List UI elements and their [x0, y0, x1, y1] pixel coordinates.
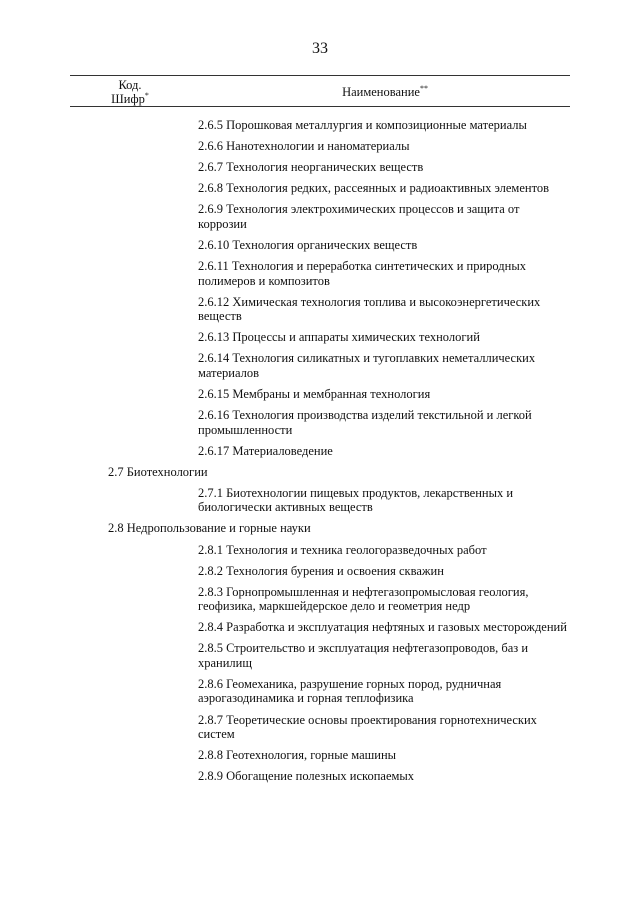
list-item: 2.6.16 Технология производства изделий текстильной и легкой промышленности	[198, 408, 532, 437]
list-item: 2.6.5 Порошковая металлургия и композиционные материалы	[198, 118, 527, 132]
footnote-mark: **	[419, 83, 428, 93]
group-heading: 2.7 Биотехнологии	[108, 464, 208, 479]
column-header-code-text: Шифр	[111, 92, 145, 106]
list-item: 2.6.9 Технология электрохимических процессов и защита от коррозии	[198, 202, 520, 231]
column-header-name-text: Наименование	[342, 85, 420, 99]
list-item: 2.8.5 Строительство и эксплуатация нефтегазопроводов, баз и хранилищ	[198, 641, 529, 670]
list-item: 2.6.12 Химическая технология топлива и высокоэнергетических веществ	[198, 294, 541, 324]
group-heading: 2.8 Недропользование и горные науки	[108, 521, 311, 536]
list-item: 2.6.8 Технология редких, рассеянных и радиоактивных элементов	[198, 181, 550, 196]
list-item: 2.7.1 Биотехнологии пищевых продуктов, лекарственных и биологически активных веществ	[198, 485, 514, 515]
list-item: 2.8.7 Теоретические основы проектирования горнотехнических систем	[198, 712, 537, 742]
list-item: 2.6.11 Технология и переработка синтетических и природных полимеров и композитов	[198, 259, 526, 288]
table-header-top-rule	[70, 75, 570, 76]
list-item: 2.8.2 Технология бурения и освоения скважин	[198, 563, 444, 578]
table-header-bottom-rule	[70, 106, 570, 107]
list-item: 2.8.3 Горнопромышленная и нефтегазопромысловая геология, геофизика, маркшейдерское дело и геометрия недр	[198, 584, 529, 614]
list-item: 2.6.17 Материаловедение	[198, 443, 333, 458]
list-item: 2.8.9 Обогащение полезных ископаемых	[198, 769, 415, 784]
list-item: 2.6.13 Процессы и аппараты химических технологий	[198, 330, 480, 345]
list-item: 2.6.7 Технология неорганических веществ	[198, 160, 424, 175]
list-item: 2.8.6 Геомеханика, разрушение горных пород, рудничная аэрогазодинамика и горная теплофизика	[198, 676, 502, 706]
list-item: 2.8.1 Технология и техника геологоразведочных работ	[198, 542, 487, 557]
list-item: 2.8.4 Разработка и эксплуатация нефтяных и газовых месторождений	[198, 620, 567, 635]
footnote-mark: *	[144, 90, 149, 100]
list-item: 2.6.6 Нанотехнологии и наноматериалы	[198, 139, 410, 154]
column-header-code-line2	[95, 92, 165, 106]
page-number: 33	[312, 40, 328, 57]
column-header-name	[300, 85, 470, 100]
specialty-list	[0, 118, 640, 790]
list-item: 2.6.15 Мембраны и мембранная технология	[198, 386, 431, 401]
column-header-code	[95, 78, 165, 106]
list-item: 2.6.10 Технология органических веществ	[198, 237, 418, 252]
column-header-code-line1: Код.	[118, 78, 142, 92]
list-item: 2.6.14 Технология силикатных и тугоплавких неметаллических материалов	[198, 351, 536, 380]
list-item: 2.8.8 Геотехнология, горные машины	[198, 748, 397, 763]
